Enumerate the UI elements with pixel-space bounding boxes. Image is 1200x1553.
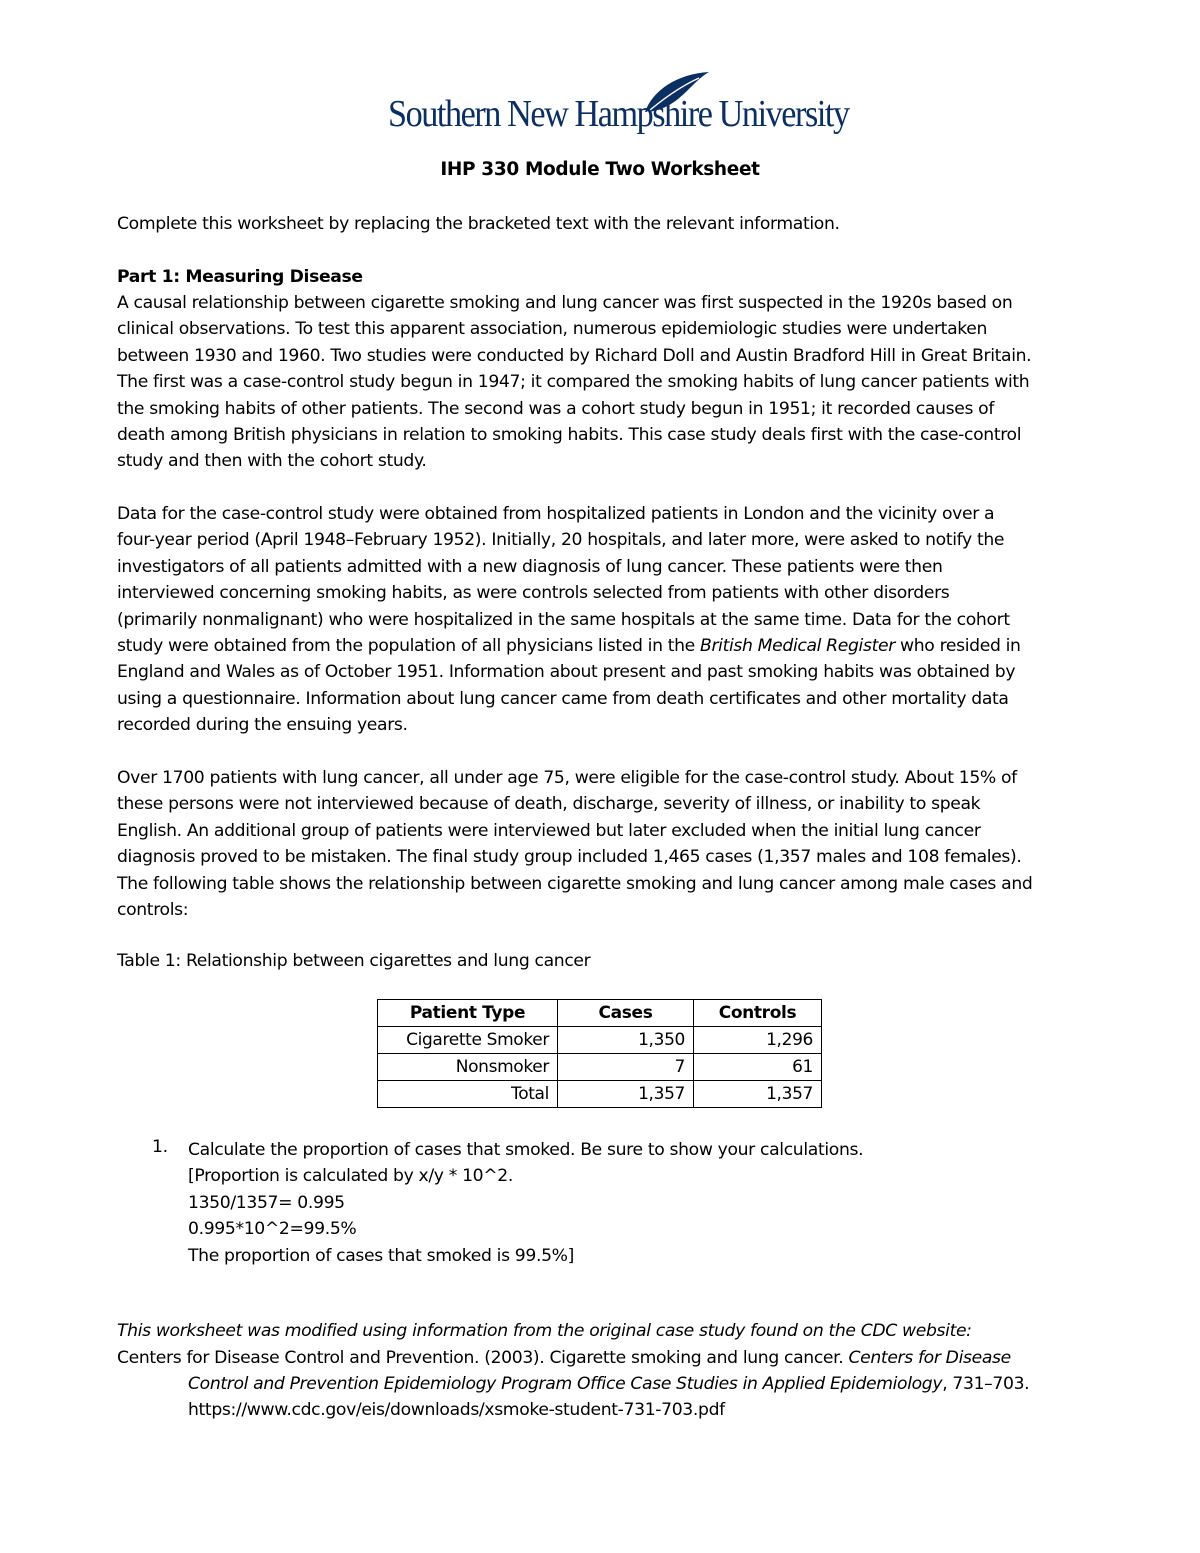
text-line: these persons were not interviewed because of death, discharge, severity of illness, or inability to speak (117, 794, 981, 815)
header-cases: Cases (558, 1000, 694, 1027)
reference-pages: , 731–703. (942, 1374, 1030, 1394)
text-line: death among British physicians in relation to smoking habits. This case study deals first with the case-control (117, 424, 1022, 445)
paragraph-1 (117, 290, 1107, 475)
text-line: controls: (117, 899, 189, 920)
modification-note: This worksheet was modified using information from the original case study found on the CDC website: (117, 1321, 972, 1341)
text-line: (primarily nonmalignant) who were hospitalized in the same hospitals at the same time. Data for the cohort (117, 609, 1010, 630)
text-line: clinical observations. To test this apparent association, numerous epidemiologic studies were undertaken (117, 319, 988, 340)
instructions: Complete this worksheet by replacing the bracketed text with the relevant information. (117, 214, 840, 234)
question-prompt: Calculate the proportion of cases that smoked. Be sure to show your calculations. (188, 1140, 864, 1160)
cell-controls: 1,357 (694, 1081, 822, 1108)
text-line: Data for the case-control study were obtained from hospitalized patients in London and the vicinity over a (117, 504, 995, 524)
cell-cases: 1,357 (558, 1081, 694, 1108)
text-line: England and Wales as of October 1951. Information about present and past smoking habits was obtained by (117, 662, 1016, 683)
table-caption: Table 1: Relationship between cigarettes and lung cancer (117, 951, 591, 971)
answer-line: The proportion of cases that smoked is 99.5%] (188, 1245, 574, 1266)
reference-line-2 (188, 1374, 1029, 1394)
question-1 (188, 1137, 863, 1269)
paragraph-3 (117, 765, 1107, 923)
text-line: diagnosis proved to be mistaken. The final study group included 1,465 cases (1,357 males and 108 females). (117, 847, 1022, 868)
logo-text: Southern New Hampshire University (388, 93, 849, 135)
text-line: using a questionnaire. Information about lung cancer came from death certificates and other mortality data (117, 688, 1009, 709)
part1-heading: Part 1: Measuring Disease (117, 267, 363, 287)
text-line: recorded during the ensuing years. (117, 715, 408, 736)
table-row (378, 1054, 822, 1081)
text-line: four-year period (April 1948–February 1952). Initially, 20 hospitals, and later more, were asked to notify the (117, 530, 1005, 551)
cell-cases: 1,350 (558, 1027, 694, 1054)
cell-type: Nonsmoker (378, 1054, 558, 1081)
university-logo (385, 68, 849, 138)
answer-line: 0.995*10^2=99.5% (188, 1219, 357, 1240)
cell-type: Total (378, 1081, 558, 1108)
reference-line-1 (117, 1348, 1011, 1368)
text-line: Over 1700 patients with lung cancer, all under age 75, were eligible for the case-control study. About 15% of (117, 768, 1017, 788)
cell-type: Cigarette Smoker (378, 1027, 558, 1054)
answer-line: 1350/1357= 0.995 (188, 1192, 345, 1213)
header-controls: Controls (694, 1000, 822, 1027)
answer-line: [Proportion is calculated by x/y * 10^2. (188, 1166, 514, 1187)
text-line: The first was a case-control study begun in 1947; it compared the smoking habits of lung cancer patients with (117, 372, 1030, 393)
text-line: investigators of all patients admitted with a new diagnosis of lung cancer. These patients were then (117, 556, 943, 577)
cell-controls: 1,296 (694, 1027, 822, 1054)
question-number: 1. (152, 1137, 168, 1157)
text-line: English. An additional group of patients were interviewed but later excluded when the initial lung cancer (117, 820, 981, 841)
text-line: the smoking habits of other patients. The second was a cohort study begun in 1951; it recorded causes of (117, 398, 995, 419)
reference-author: Centers for Disease Control and Prevention. (2003). Cigarette smoking and lung cancer. (117, 1348, 849, 1368)
text-line: between 1930 and 1960. Two studies were conducted by Richard Doll and Austin Bradford Hill in Great Britain. (117, 345, 1032, 366)
smoking-table (377, 999, 822, 1108)
register-title: British Medical Register (700, 635, 895, 656)
text-line: A causal relationship between cigarette smoking and lung cancer was first suspected in the 1920s based on (117, 293, 1013, 313)
cell-cases: 7 (558, 1054, 694, 1081)
text-line: study and then with the cohort study. (117, 451, 427, 472)
cell-controls: 61 (694, 1054, 822, 1081)
reference-source-cont: Control and Prevention Epidemiology Program Office Case Studies in Applied Epidemiology (188, 1374, 943, 1394)
text-line: The following table shows the relationship between cigarette smoking and lung cancer among male cases and (117, 873, 1033, 894)
reference-source: Centers for Disease (848, 1348, 1011, 1368)
text-line: interviewed concerning smoking habits, as were controls selected from patients with other disorders (117, 583, 950, 604)
table-row (378, 1081, 822, 1108)
paragraph-2 (117, 501, 1107, 739)
header-patient-type: Patient Type (378, 1000, 558, 1027)
table-header-row (378, 1000, 822, 1027)
table-row (378, 1027, 822, 1054)
text-segment: study were obtained from the population of all physicians listed in the (117, 635, 701, 656)
reference-url[interactable]: https://www.cdc.gov/eis/downloads/xsmoke-student-731-703.pdf (188, 1400, 725, 1420)
text-segment: who resided in (894, 635, 1021, 656)
page-title: IHP 330 Module Two Worksheet (440, 159, 760, 180)
text-line-with-italic (117, 633, 1107, 659)
